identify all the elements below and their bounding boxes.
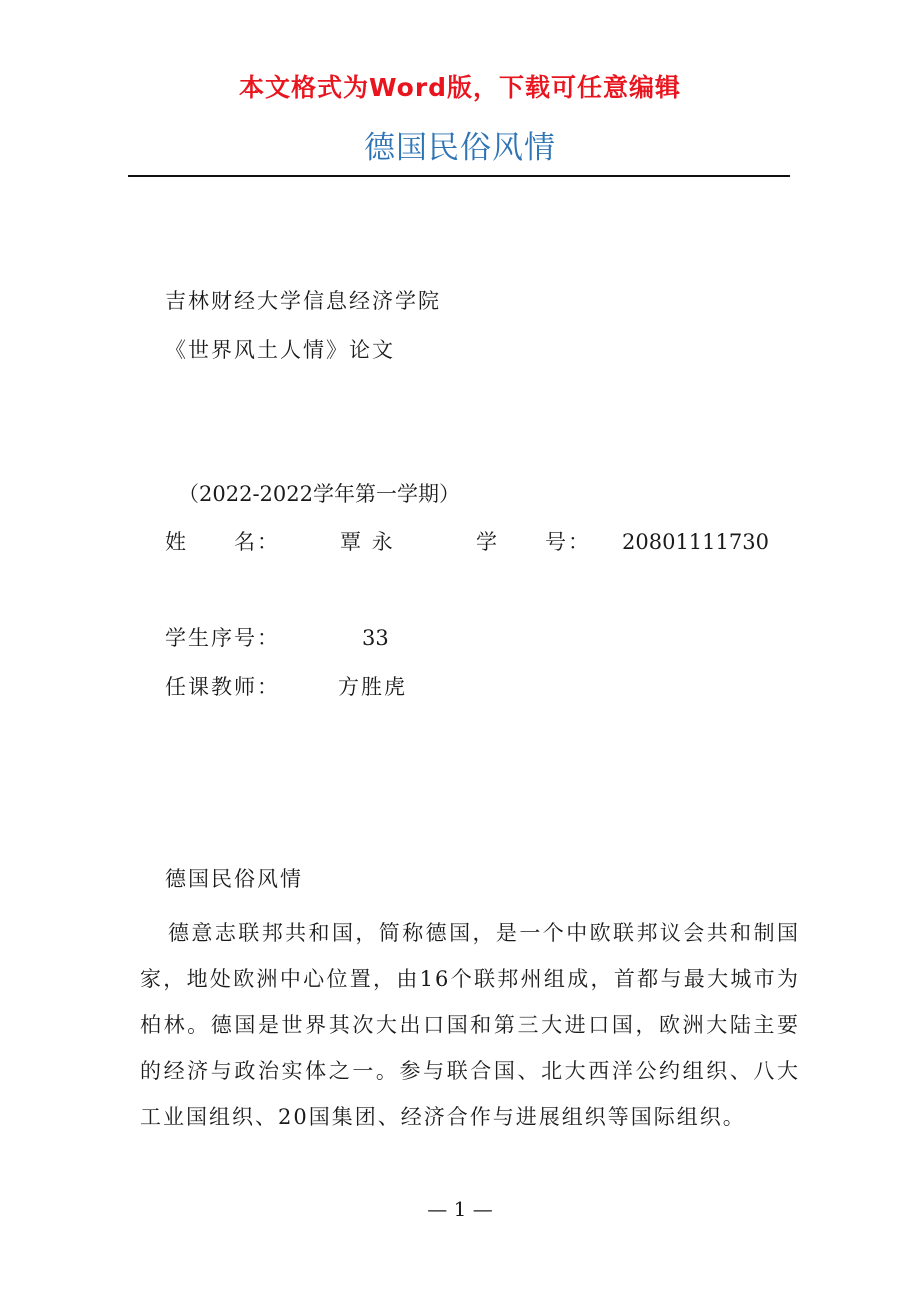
student-id-label: 学 号：: [476, 530, 591, 554]
student-id-value: 20801111730: [622, 530, 769, 554]
name-label: 姓 名：: [165, 530, 280, 554]
format-notice-banner: 本文格式为Word版，下载可任意编辑: [238, 73, 682, 102]
name-value: 覃 永: [340, 530, 395, 554]
course-title: 《世界风土人情》论文: [165, 338, 395, 362]
school-name: 吉林财经大学信息经济学院: [165, 289, 441, 313]
academic-term: （2022-2022学年第一学期）: [178, 482, 460, 506]
student-seq-label: 学生序号：: [165, 626, 280, 650]
teacher-value: 方胜虎: [338, 675, 407, 699]
page-number: — 1 —: [427, 1197, 493, 1221]
document-title: 德国民俗风情: [364, 130, 556, 166]
section-title: 德国民俗风情: [165, 867, 303, 891]
header-divider: [128, 175, 790, 177]
student-seq-value: 33: [362, 626, 389, 650]
teacher-label: 任课教师：: [165, 675, 280, 699]
intro-paragraph: 德意志联邦共和国，简称德国，是一个中欧联邦议会共和制国家，地处欧洲中心位置，由16个联邦州组成，首都与最大城市为柏林。德国是世界其次大出口国和第三大进口国，欧洲大陆主要的经济与政治实体之一。参与联合国、北大西洋公约组织、八大工业国组织、20国集团、经济合作与进展组织等国际组织。: [140, 921, 800, 1129]
